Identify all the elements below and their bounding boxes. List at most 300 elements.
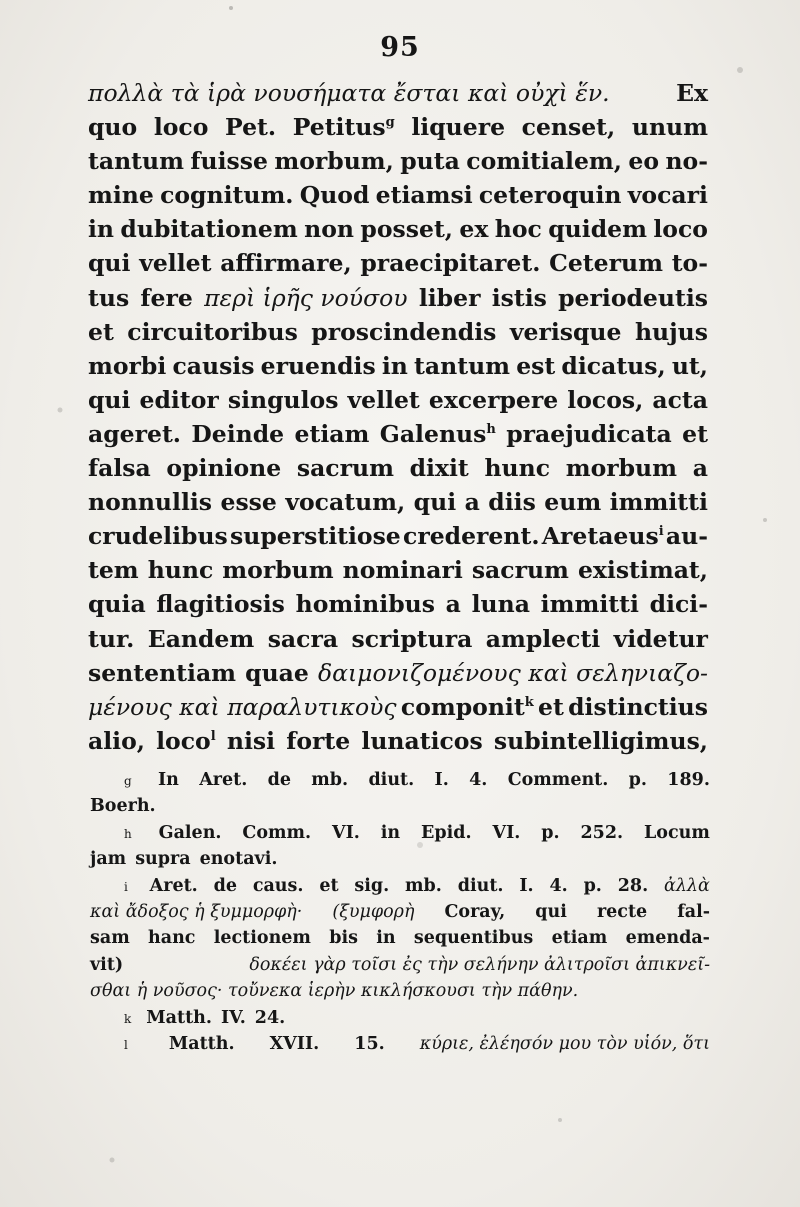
word: to-	[671, 249, 708, 278]
word-group	[419, 284, 481, 312]
word: nonnullis	[88, 488, 213, 517]
footnote-word: Locum	[644, 822, 710, 843]
footnote-word: etiam	[551, 928, 608, 949]
word-group	[472, 556, 569, 584]
word-group	[535, 902, 567, 922]
footnote-word: Coray,	[444, 901, 506, 922]
word-group	[664, 876, 710, 896]
word: eruendis	[260, 351, 376, 380]
word: eum	[544, 488, 602, 517]
word-group	[414, 928, 533, 948]
word: Petitus	[292, 113, 386, 142]
text-line	[88, 522, 708, 556]
word-group	[632, 113, 708, 141]
word-group	[88, 147, 184, 175]
text-line	[88, 727, 708, 761]
word: forte	[286, 726, 351, 755]
footnote-word: Comm.	[242, 822, 312, 843]
word-group	[191, 420, 284, 448]
footnote-word: I.	[434, 770, 449, 790]
word: editor	[139, 385, 219, 414]
word-group	[296, 590, 435, 618]
word: hominibus	[295, 590, 435, 619]
word: qui	[88, 249, 131, 278]
word-group	[382, 352, 408, 380]
word: nisi	[226, 726, 276, 755]
word-group	[421, 823, 472, 843]
word: tur.	[88, 624, 135, 653]
word: hujus	[634, 317, 708, 346]
text-line	[88, 625, 708, 659]
word-group	[486, 625, 601, 653]
word-group	[667, 770, 710, 790]
text-line	[88, 79, 708, 113]
word-group	[159, 823, 222, 843]
word: unum	[631, 113, 708, 142]
word-group	[541, 590, 639, 618]
text-line	[88, 386, 708, 420]
word: quae	[245, 658, 309, 687]
word-group	[88, 215, 114, 243]
footnote-word: lectionem	[213, 928, 311, 949]
word-group	[249, 955, 710, 975]
word: proscindendis	[311, 317, 497, 346]
word-group	[88, 659, 236, 687]
word-group	[88, 420, 181, 448]
text-line	[88, 318, 708, 352]
word-group	[295, 420, 370, 448]
word-group	[693, 454, 708, 482]
word-group	[368, 770, 414, 790]
word-group	[156, 590, 285, 618]
word-group	[304, 215, 354, 243]
footnote-word: mb.	[405, 875, 442, 896]
word-group	[510, 318, 622, 346]
word-group	[90, 955, 123, 975]
word: superstitiose	[230, 522, 401, 551]
word: diis	[488, 488, 536, 517]
word-group	[220, 249, 351, 277]
word-group	[401, 693, 534, 721]
footnote-word: p.	[541, 822, 560, 843]
word-group	[405, 876, 442, 896]
word-group	[274, 147, 394, 175]
footnote-word: diut.	[368, 770, 415, 790]
footnote-word: 252.	[580, 822, 624, 843]
footnote-ref: k	[524, 694, 534, 710]
word: a	[692, 454, 708, 483]
word-group	[435, 770, 449, 790]
word: excerpere	[428, 385, 559, 414]
word: au-	[665, 522, 708, 551]
text-line	[88, 420, 708, 454]
word-group	[519, 876, 533, 896]
word-group	[494, 727, 708, 755]
word-group	[120, 215, 297, 243]
text-line	[88, 249, 708, 283]
word-group	[311, 770, 348, 790]
word-group	[542, 522, 664, 550]
word: hunc	[484, 454, 551, 483]
word-group	[544, 488, 601, 516]
word-group	[444, 902, 505, 922]
footnote-word: 24.	[254, 1007, 286, 1028]
word: vellet	[347, 385, 420, 414]
footnote-word: In	[157, 770, 179, 790]
word-group	[297, 454, 394, 482]
footnote-word: caus.	[252, 875, 304, 896]
word: quidem	[548, 215, 647, 244]
word-group	[88, 454, 151, 482]
footnote-word: mb.	[311, 770, 349, 790]
footnote-word: emenda-	[625, 928, 710, 949]
word-group	[614, 625, 708, 653]
word-group	[242, 823, 311, 843]
word: immitti	[609, 488, 708, 517]
word: tantum	[88, 147, 184, 176]
word: hoc	[494, 215, 542, 244]
word-group	[148, 625, 254, 653]
word: causis	[172, 351, 255, 380]
footnote-line: h Galen. Comm. VI. in Epid. VI. p. 252. Locum	[124, 822, 710, 843]
word: loco	[156, 726, 211, 755]
word-group	[140, 284, 192, 312]
footnote-word: Matth.	[168, 1033, 235, 1054]
word-group	[618, 876, 648, 896]
word-group	[88, 318, 114, 346]
word: censet,	[521, 113, 616, 142]
word-group	[225, 113, 276, 141]
word: liquere	[411, 113, 506, 142]
word-group	[88, 352, 166, 380]
word: locos,	[567, 385, 644, 414]
word-group	[139, 249, 211, 277]
word: Ceterum	[549, 249, 663, 278]
word: est	[516, 351, 556, 380]
word-group	[549, 876, 567, 896]
word-group	[493, 823, 521, 843]
word: ageret.	[88, 419, 181, 448]
word: in	[88, 215, 115, 244]
word-group	[158, 770, 179, 790]
word-group	[190, 147, 268, 175]
word-group	[332, 823, 360, 843]
word: falsa	[88, 454, 151, 483]
word: crederent.	[403, 522, 540, 551]
word: morbum	[222, 556, 334, 585]
word-group	[160, 181, 293, 209]
word-group	[672, 249, 708, 277]
word: non	[304, 215, 355, 244]
word: verisque	[509, 317, 622, 346]
text-line	[88, 454, 708, 488]
word-group	[597, 902, 647, 922]
word-group	[127, 318, 298, 346]
footnote-line	[90, 981, 710, 1007]
word-group	[472, 590, 530, 618]
word-group	[506, 420, 672, 448]
footnote-word: p.	[583, 875, 602, 896]
word-group	[508, 770, 609, 790]
footnote-word: Boerh.	[90, 796, 156, 817]
word-group	[458, 876, 504, 896]
footnote-word: I.	[519, 875, 534, 896]
word: cognitum.	[160, 181, 294, 210]
footnote-line	[90, 796, 710, 822]
word-group	[172, 352, 254, 380]
word-group	[88, 113, 137, 141]
word: Galenus	[379, 419, 487, 448]
footnote-line	[90, 955, 710, 981]
word: componit	[400, 692, 525, 721]
word-group	[516, 352, 555, 380]
footnote-word: de	[267, 770, 291, 790]
word-group	[148, 928, 195, 948]
footnote-word: diut.	[457, 875, 504, 896]
word: esse	[220, 488, 277, 517]
word: existimat,	[577, 556, 708, 585]
word-group	[148, 556, 214, 584]
text-line	[88, 147, 708, 181]
word-group	[538, 693, 564, 721]
word-group	[676, 79, 708, 107]
footnote-ref: g	[385, 115, 395, 131]
word-group	[584, 876, 602, 896]
word-group	[672, 352, 708, 380]
word-group	[652, 386, 708, 414]
word: Ex	[676, 79, 708, 107]
word: singulos	[227, 385, 339, 414]
word: lunaticos	[361, 726, 483, 755]
word: immitti	[540, 590, 639, 619]
word: loco	[653, 215, 708, 244]
word-group	[90, 902, 302, 922]
word-group	[261, 352, 376, 380]
word: comitialem,	[466, 147, 622, 176]
word: liber	[418, 283, 481, 312]
word-group	[354, 876, 389, 896]
text-line	[88, 181, 708, 215]
footnote-word: supra	[135, 849, 191, 870]
word-group	[88, 386, 130, 414]
footnote-word: Matth.	[146, 1007, 212, 1028]
word-group	[348, 386, 420, 414]
word: luna	[471, 590, 530, 619]
word: subintelligimus,	[493, 726, 708, 755]
word-group	[541, 823, 559, 843]
word-group	[221, 488, 277, 516]
word: puta	[400, 147, 460, 176]
word-group	[414, 352, 510, 380]
footnote-word: Aret.	[199, 770, 248, 790]
word: qui	[88, 385, 131, 414]
page-number: 95	[380, 32, 420, 63]
text-line	[88, 556, 708, 590]
footnote-line	[90, 902, 710, 928]
word-group	[549, 249, 663, 277]
word-group	[270, 1034, 320, 1054]
text-line	[88, 659, 708, 693]
word-group	[650, 590, 708, 618]
word: et	[88, 317, 114, 346]
footnote-ref: h	[486, 422, 496, 438]
word: tantum	[414, 351, 511, 380]
greek-phrase: σθαι ἡ νοῦσος· τοὔνεκα ἱερὴν κικλήσκουσι τὴν πάθην.	[90, 981, 579, 1002]
word: sacrum	[296, 454, 394, 483]
word: affirmare,	[220, 249, 352, 278]
footnote-word: 4.	[469, 770, 488, 790]
footnotes	[90, 770, 710, 1060]
footnote-word: Galen.	[158, 822, 222, 843]
word: sacra	[267, 624, 339, 653]
text-line	[88, 693, 708, 727]
word-group	[629, 770, 647, 790]
word-group	[628, 147, 659, 175]
text-line	[88, 590, 708, 624]
word-group	[665, 147, 708, 175]
word-group	[360, 215, 453, 243]
footnote-line	[90, 928, 710, 954]
word-group	[88, 727, 145, 755]
word-group	[414, 488, 456, 516]
footnote-word: 28.	[617, 875, 649, 896]
word: vocari	[627, 181, 708, 210]
word: Eandem	[147, 624, 255, 653]
text-line	[88, 488, 708, 522]
word-group	[376, 928, 395, 948]
word-group	[465, 488, 480, 516]
word-group	[329, 928, 358, 948]
word-group	[166, 454, 281, 482]
word-group	[376, 181, 473, 209]
word-group	[522, 113, 616, 141]
word-group	[488, 488, 536, 516]
text-line	[88, 284, 708, 318]
word-group	[90, 981, 578, 1001]
word-group	[154, 113, 209, 141]
word-group	[354, 1034, 384, 1054]
word: ex	[459, 215, 489, 244]
word-group	[610, 488, 708, 516]
word-group	[150, 876, 198, 896]
word-group	[90, 928, 130, 948]
word-group	[495, 215, 542, 243]
footnote-word: recte	[596, 901, 648, 922]
word: loco	[153, 113, 209, 142]
footnote-word: vit)	[90, 954, 124, 975]
word: quo	[88, 113, 138, 142]
footnote-line	[90, 849, 710, 875]
footnote-word: IV.	[220, 1007, 246, 1028]
word-group	[88, 625, 134, 653]
word: sententiam	[88, 658, 237, 687]
text-line	[88, 113, 708, 147]
word-group	[221, 1008, 246, 1028]
word-group	[558, 284, 708, 312]
word: dicatus,	[561, 351, 666, 380]
greek-phrase: (ξυμφορὴ	[332, 901, 415, 922]
word: vellet	[139, 249, 212, 278]
word: no-	[665, 147, 708, 176]
word: tus	[88, 283, 130, 312]
word: acta	[652, 385, 708, 414]
word: morbum	[565, 454, 678, 483]
word: flagitiosis	[156, 590, 285, 619]
greek-phrase: ἀλλὰ	[664, 875, 710, 896]
word-group	[552, 928, 608, 948]
footnote-word: sequentibus	[413, 928, 534, 949]
word-group	[420, 1034, 710, 1054]
word-group	[140, 386, 219, 414]
word: eo	[628, 147, 660, 176]
word: ut,	[671, 351, 708, 380]
footnote-word: 189.	[667, 770, 710, 790]
footnote-word: Aret.	[149, 875, 198, 896]
word-group	[228, 386, 339, 414]
footnote-word: VI.	[492, 822, 521, 843]
footnote-ref: i	[658, 524, 664, 540]
footnote-line: l Matth. XVII. 15. κύριε, ἐλέησόν μου τὸν υἱόν, ὅτι	[124, 1033, 710, 1054]
word: quia	[88, 590, 146, 619]
word: fere	[140, 283, 193, 312]
word-group	[580, 823, 623, 843]
word-group	[88, 249, 130, 277]
word: crudelibus	[88, 522, 228, 551]
word: circuitoribus	[127, 317, 298, 346]
word-group	[135, 849, 190, 869]
word-group	[351, 625, 472, 653]
word-group	[311, 318, 496, 346]
footnote-word: bis	[329, 928, 358, 949]
word: praecipitaret.	[360, 249, 541, 278]
footnote-word: VI.	[332, 822, 360, 843]
greek-phrase: κύριε, ἐλέησόν μου τὸν υἱόν, ὅτι	[419, 1033, 710, 1054]
word-group	[666, 522, 708, 550]
word-group	[403, 522, 539, 550]
footnote-word: in	[376, 928, 396, 949]
main-text	[88, 79, 708, 761]
word-group	[88, 522, 228, 550]
word-group	[381, 823, 400, 843]
word-group	[318, 659, 708, 687]
footnote-word: Epid.	[421, 822, 472, 843]
word-group	[653, 215, 708, 243]
footnote-word: 15.	[354, 1033, 385, 1054]
greek-phrase: πολλὰ τὰ ἱρὰ νουσήματα ἔσται καὶ οὐχὶ ἕν.	[88, 79, 610, 107]
footnote-line: g In Aret. de mb. diut. I. 4. Comment. p. 189.	[124, 770, 710, 790]
word-group	[459, 215, 488, 243]
footnote-word: qui	[535, 901, 567, 922]
footnote-line: k Matth. IV. 24.	[124, 1007, 286, 1028]
word: scriptura	[351, 624, 473, 653]
word: tem	[88, 556, 139, 585]
word-group	[88, 181, 154, 209]
word: fuisse	[190, 147, 268, 176]
word: amplecti	[485, 624, 601, 653]
word-group	[410, 454, 469, 482]
word: Pet.	[225, 113, 277, 142]
word: Quod	[299, 181, 370, 210]
footnote-word: de	[213, 875, 237, 896]
word-group	[446, 590, 461, 618]
word: in	[381, 351, 408, 380]
word-group	[578, 556, 708, 584]
word-group	[484, 454, 550, 482]
word-group	[199, 770, 247, 790]
word: sacrum	[471, 556, 569, 585]
word-group	[469, 770, 487, 790]
word: opinione	[166, 454, 282, 483]
